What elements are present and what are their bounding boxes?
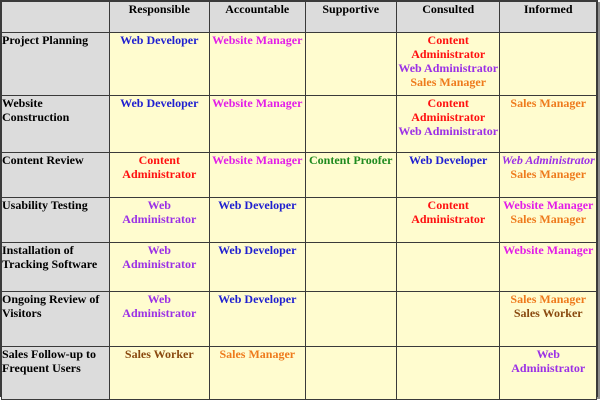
role-entry: Web Developer: [120, 96, 199, 110]
role-entry: Content Proofer: [309, 153, 393, 167]
role-entry: Website Manager: [212, 33, 303, 47]
role-entry: Website Manager: [503, 243, 594, 257]
cell-informed: [500, 96, 596, 152]
cell-accountable: [210, 33, 304, 95]
cell-consulted: [397, 292, 500, 346]
column-header-consulted: Consulted: [397, 2, 500, 32]
role-entry: Content Administrator: [122, 153, 197, 181]
role-entry: Web Developer: [218, 292, 297, 306]
cell-informed: [500, 347, 596, 399]
role-entry: Web Administrator: [398, 61, 499, 75]
role-entry: Web Developer: [218, 243, 297, 257]
role-entry: Web Administrator: [122, 292, 197, 320]
role-entry: Website Manager: [212, 153, 303, 167]
raci-table-body: [2, 33, 596, 399]
role-entry: Sales Worker: [513, 306, 583, 320]
role-entry: Website Manager: [503, 198, 594, 212]
role-entry: Sales Manager: [219, 347, 296, 361]
table-row: [2, 243, 596, 291]
cell-consulted: [397, 153, 500, 197]
cell-consulted: [397, 33, 500, 95]
role-entry: Website Manager: [212, 96, 303, 110]
cell-responsible: [110, 292, 210, 346]
role-entry: Sales Manager: [510, 96, 587, 110]
role-entry: Web Administrator: [501, 153, 595, 167]
role-entry: Sales Manager: [410, 75, 487, 89]
cell-informed: [500, 243, 596, 291]
cell-responsible: [110, 198, 210, 242]
row-header: Installation of Tracking Software: [2, 243, 109, 291]
role-entry: Content Administrator: [411, 198, 486, 226]
cell-informed: [500, 198, 596, 242]
role-entry: Web Developer: [218, 198, 297, 212]
cell-accountable: [210, 96, 304, 152]
corner-cell: [2, 2, 109, 32]
cell-supportive: [306, 33, 396, 95]
row-header: Project Planning: [2, 33, 109, 95]
cell-accountable: [210, 198, 304, 242]
cell-supportive: [306, 198, 396, 242]
role-entry: Web Developer: [409, 153, 488, 167]
row-header: Usability Testing: [2, 198, 109, 242]
table-row: [2, 347, 596, 399]
column-header-accountable: Accountable: [210, 2, 304, 32]
role-entry: Sales Manager: [510, 212, 587, 226]
cell-responsible: [110, 33, 210, 95]
cell-responsible: [110, 347, 210, 399]
cell-supportive: [306, 96, 396, 152]
role-entry: Content Administrator: [411, 96, 486, 124]
row-header: Ongoing Review of Visitors: [2, 292, 109, 346]
column-header-supportive: Supportive: [306, 2, 396, 32]
role-entry: Content Administrator: [411, 33, 486, 61]
cell-consulted: [397, 198, 500, 242]
cell-consulted: [397, 243, 500, 291]
raci-matrix-table: [1, 1, 597, 400]
column-header-responsible: Responsible: [110, 2, 210, 32]
cell-accountable: [210, 347, 304, 399]
row-header: Website Construction: [2, 96, 109, 152]
column-header-informed: Informed: [500, 2, 596, 32]
cell-informed: [500, 153, 596, 197]
role-entry: Web Administrator: [511, 347, 586, 375]
cell-supportive: [306, 347, 396, 399]
role-entry: Sales Manager: [510, 292, 587, 306]
table-row: [2, 198, 596, 242]
cell-accountable: [210, 153, 304, 197]
role-entry: Web Administrator: [122, 198, 197, 226]
role-entry: Web Administrator: [122, 243, 197, 271]
cell-accountable: [210, 243, 304, 291]
cell-consulted: [397, 96, 500, 152]
cell-informed: [500, 292, 596, 346]
table-row: [2, 292, 596, 346]
cell-supportive: [306, 243, 396, 291]
role-entry: Sales Worker: [124, 347, 194, 361]
cell-responsible: [110, 243, 210, 291]
cell-supportive: [306, 292, 396, 346]
cell-informed: [500, 33, 596, 95]
cell-accountable: [210, 292, 304, 346]
table-row: [2, 96, 596, 152]
role-entry: Sales Manager: [510, 167, 587, 181]
table-row: [2, 33, 596, 95]
row-header: Content Review: [2, 153, 109, 197]
cell-responsible: [110, 153, 210, 197]
row-header: Sales Follow-up to Frequent Users: [2, 347, 109, 399]
cell-supportive: [306, 153, 396, 197]
cell-responsible: [110, 96, 210, 152]
table-row: [2, 153, 596, 197]
role-entry: Web Developer: [120, 33, 199, 47]
cell-consulted: [397, 347, 500, 399]
role-entry: Web Administrator: [398, 124, 499, 138]
